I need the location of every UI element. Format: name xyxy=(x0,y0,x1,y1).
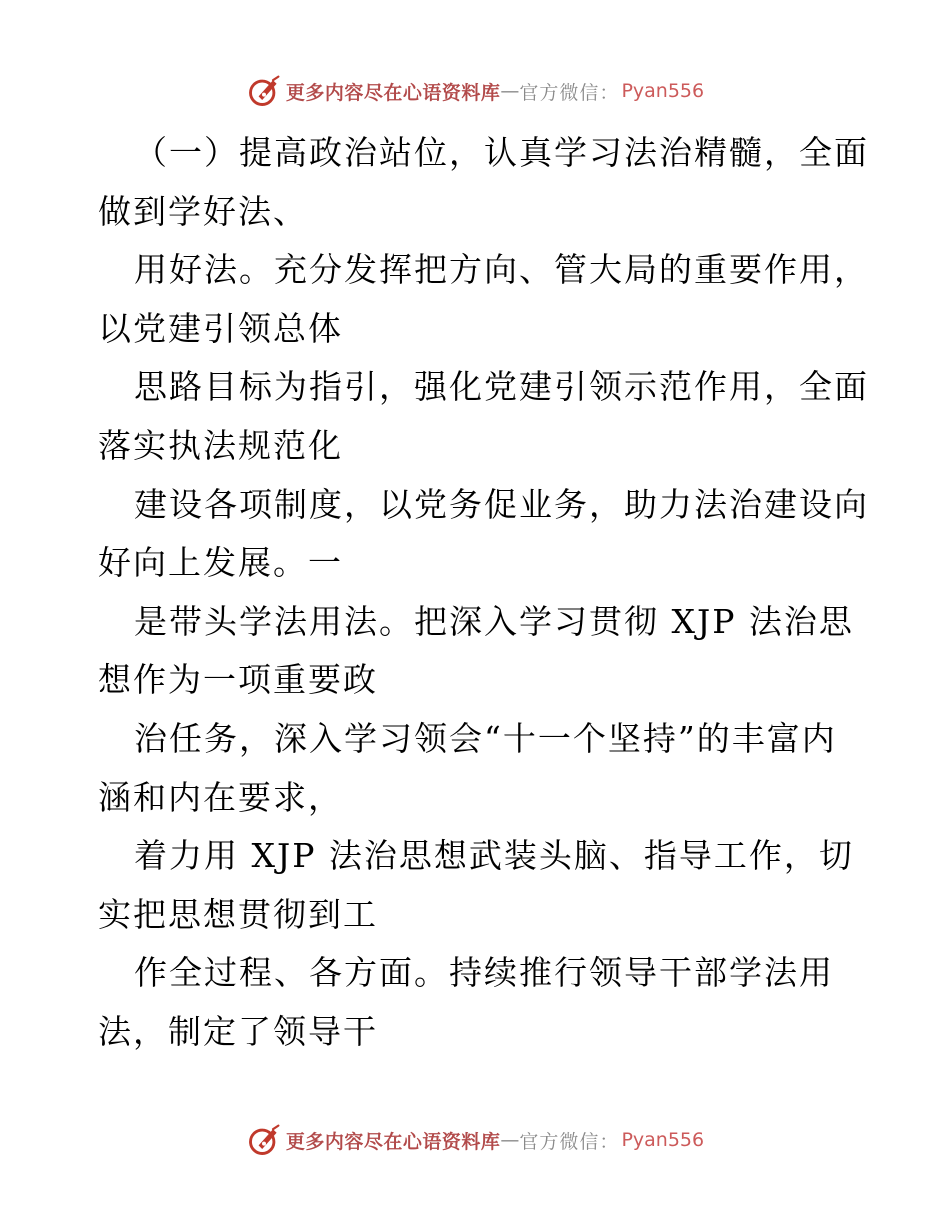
text-line: 实把思想贯彻到工 xyxy=(98,894,378,934)
text-line: 是带头学法用法。把深入学习贯彻 XJP 法治思 xyxy=(134,601,854,641)
banner-wechat-label: 官方微信： xyxy=(519,81,620,104)
banner-main-text: 更多内容尽在心语资料库 xyxy=(285,1130,501,1153)
banner-wechat-handle: Pyan556 xyxy=(621,1129,705,1151)
text-line: 着力用 XJP 法治思想武装头脑、指导工作，切 xyxy=(134,836,854,876)
text-line: 想作为一项重要政 xyxy=(98,660,378,700)
document-body xyxy=(98,124,869,1062)
footer-banner xyxy=(0,1120,950,1160)
banner-wechat-handle: Pyan556 xyxy=(621,80,705,102)
text-line: 建设各项制度，以党务促业务，助力法治建设向 xyxy=(134,484,869,524)
text-line: 涵和内在要求， xyxy=(98,777,343,817)
text-line: 好向上发展。一 xyxy=(98,543,343,583)
banner-main-text: 更多内容尽在心语资料库 xyxy=(285,81,501,104)
text-line: 落实执法规范化 xyxy=(98,425,343,465)
text-line: 治任务，深入学习领会“十一个坚持”的丰富内 xyxy=(134,718,837,758)
text-line: 思路目标为指引，强化党建引领示范作用，全面 xyxy=(134,367,869,407)
pen-nib-logo-icon xyxy=(246,1122,282,1158)
banner-dash: — xyxy=(500,1129,520,1151)
text-line: （一）提高政治站位，认真学习法治精髓，全面 xyxy=(134,133,869,172)
header-banner xyxy=(0,71,950,111)
text-line: 作全过程、各方面。持续推行领导干部学法用 xyxy=(134,953,834,993)
banner-wechat-label: 官方微信： xyxy=(519,1130,620,1153)
text-line: 做到学好法、 xyxy=(98,191,308,231)
pen-nib-logo-icon xyxy=(246,73,282,109)
banner-dash: — xyxy=(500,80,520,102)
text-line: 以党建引领总体 xyxy=(98,308,343,348)
text-line: 法，制定了领导干 xyxy=(98,1011,378,1051)
text-line: 用好法。充分发挥把方向、管大局的重要作用， xyxy=(134,250,869,290)
